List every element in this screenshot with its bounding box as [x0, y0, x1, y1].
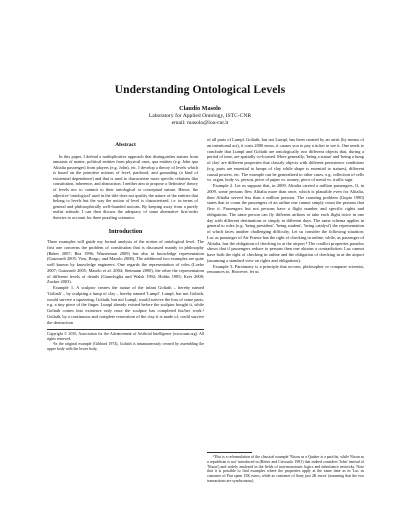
footnote-block	[207, 452, 364, 484]
right-paragraph-2: Example 2. Let us suppose that, in 2009, Alitalia carried a million passengers. If, in 2009, some persons flew Alitalia more than once, which is plausible even for Alitalia, then Alitalia served less than a million persons. The counting problem (Gupta 1980) states that to count the passengers of an airline one cannot simply count the persons that flew it. Passengers but not persons have a flight number and specific rights and obligations. The same person can fly different airlines or take each flight twice in one day with different destinations or simply in different days. The same schema applies in general to roles (e.g. 'being president', 'being student', 'being catalyst') the representation of which faces another challenging difficulty. Let us consider the following situation: Luc as passenger of Air France has the right of checking in online, while, as passenger of Alitalia, has the obligation of checking in at the airport.² The conflict properties paradox shows that if passengers reduce to persons then one obtains a contradiction: Luc cannot have both the right of checking in online and the obligation of checking in at the airport (assuming a standard view on rights and obligations).	[207, 183, 364, 263]
paper-title: Understanding Ontological Levels	[114, 84, 286, 96]
copyright-notice: Copyright © 2010, Association for the Advancement of Artificial Intelligence (www.aaai.org). All rights reserved.	[47, 329, 204, 342]
author-email: email: masolo@loa-cnr.it	[171, 119, 229, 126]
abstract-text: In this paper, I defend a multiplicative approach that distinguishes statues from amounts of matter, political entities from physical ones, qua entities (e.g. John qua Alitalia passenger) from players (e.g. John), etc. I develop a theory of levels which is based on the primitive notions of level, parthood, and grounding (a kind of existential dependence) and that is used to characterize more specific relations like constitution, inherence, and abstraction. I neither aim to propose a 'definitive' theory of levels nor to commit to their ontological or conceptual nature. Hence, the adjective 'ontological' used in the title does not qualify the nature of the entities that belong to levels but the way the notion of level is characterized, i.e. in terms of general and philosophically well-founded notions. By keeping away from a purely realist attitude, I can then discuss the adequacy of some alternative first-order theories to account for three puzzling scenarios.	[53, 153, 198, 220]
footnote-1: ¹In the original example (Gibbard 1974), Goliath is instantaneously created by assembling the upper body with the lower body,	[47, 341, 204, 351]
abstract-heading: Abstract	[115, 142, 136, 148]
intro-paragraph-1: Three examples will guide my formal analysis of the notion of ontological level. The first one concerns the problem of constitution that is discussed mainly in philosophy (Baker 2007; Rea 1996; Wasserman 2009) but also in knowledge representation (Guizzardi 2005; Vieu, Borgo, and Masolo 2008). The additional two examples are quite well known by knowledge engineers. One regards the representation of roles (Loebe 2007; Guizzardi 2005; Masolo et al. 2004; Steimann 2000), the other the representation of different levels of details (Giunchiglia and Walsh 1992; Hobbs 1985; Keet 2008; Zucker 2003).	[47, 239, 204, 285]
right-column	[207, 137, 364, 275]
author-name: Claudio Masolo	[179, 105, 221, 112]
footnote-2: ²This is a reformulation of the classical example 'Nixon as a Quaker is a pacifist, while Nixon as a republican is not' introduced in (Reiter and Criscuolo 1981) that indeed considers 'John' instead of 'Nixon') and widely analyzed in the fields of non-monotonic logics and inheritance networks. Note that it is possible to find examples where the properties apply at the same time as in 'Luc as customer of Fiat spent 15K euros, while as customer of Sony just 2K euros' (assuming that the two transactions are synchronous).	[207, 455, 364, 483]
left-column	[47, 137, 204, 352]
introduction-heading: Introduction	[108, 228, 143, 236]
footnote-rule	[207, 452, 252, 453]
author-block	[0, 106, 400, 126]
author-affiliation: Laboratory for Applied Ontology, ISTC-CNR	[148, 112, 252, 119]
abstract	[47, 154, 204, 221]
intro-paragraph-2: Example 1. A sculptor creates the statue of the infant Goliath – hereby named 'Goliath' – by sculpting a lump of clay – hereby named 'Lumpl'. Lumpl, but not Goliath, would survive a squeezing; Goliath, but not Lumpl, would survive the loss of some parts, e.g. a tiny piece of the finger. Lumpl already existed before the sculptor bought it, while Goliath comes into existence only once the sculptor has completed his/her work.¹ Goliath, by a continuous and complete renovation of the clay it is made of, could survive the destruction	[47, 285, 204, 325]
right-paragraph-1: of all parts of Lumpl. Goliath, but not Lumpl, has been created by an artist (by means of an intentional act), it costs 2000 euros, it causes you to pay a ticket to see it. One tends to conclude that Lumpl and Goliath are ontologically two different objects that, during a period of time, are spatially co-located. More generally, 'being a statue' and 'being a lump of clay' are different properties that classify objects with different persistence conditions (e.g. parts are essential to lumps of clay while shape is essential to statues), different causal powers, etc. The example can be generalized to other cases, e.g. collection of cells vs. organ, body vs. person, piece of paper vs. money, piece of metal vs. traffic sign.	[207, 137, 364, 183]
right-paragraph-3: Example 3. Parsimony is a principle that no-one, philosopher or computer scientist, renounces to. However, let us	[207, 263, 364, 275]
